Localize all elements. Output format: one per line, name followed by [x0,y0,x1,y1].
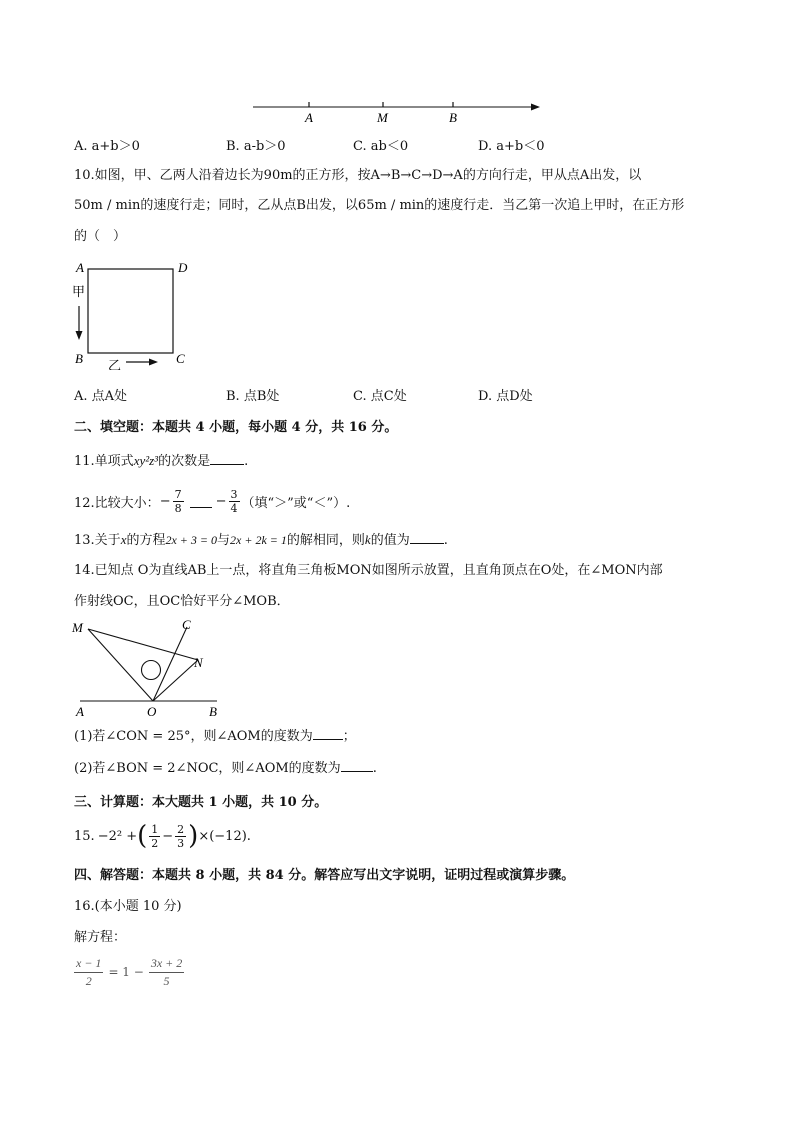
section-4-heading: 四、解答题：本题共 8 小题，共 84 分。解答应写出文字说明，证明过程或演算步骤。 [74,868,575,883]
q9-option-c: C. ab＜0 [353,139,409,154]
q13-prefix: 13.关于 [74,533,121,548]
q12: 12.比较大小： − $\frac{7}{8}$ − $\frac{3}{4}$ （填“＞”或“＜”）. [74,487,351,515]
q15: 15. −2² + ( $\frac{1}{2}$ − $\frac{2}{3}$ ) ×(−12) . [74,821,251,851]
q16-equation [72,952,186,992]
q13 [74,530,448,551]
q10-option-c: C. 点C处 [353,389,407,404]
point-m-label: M [72,620,83,635]
vertex-b-label: B [75,351,83,366]
q15-prefix: 15. [74,828,95,844]
point-b-label: B [449,110,457,125]
q14-sub-2-text: (2)若∠BON = 2∠NOC，则∠AOM的度数为 [74,761,341,776]
q13-answer-blank[interactable] [410,531,444,544]
q13-text-1: 的方程 [126,533,166,548]
q9-option-a: A. a+b＞0 [74,139,140,154]
q13-text-3: 的解相同，则 [286,533,365,548]
q14-sub-1-text: (1)若∠CON = 25°，则∠AOM的度数为 [74,729,313,744]
q11-suffix: 的次数是 [158,454,211,469]
q16-prompt: 解方程： [74,930,127,945]
q10-option-a: A. 点A处 [74,389,128,404]
q16-equals: = 1 − [108,965,144,979]
point-a-label: A [76,704,84,719]
q15-end: . [246,828,251,844]
q14-sub-1-blank[interactable] [313,727,343,740]
q11-answer-blank[interactable] [210,452,244,465]
q10-text-line2: 50m / min的速度行走；同时，乙从点B出发，以65m / min的速度行走．当乙第一次追上甲时，在正方形 [74,198,685,213]
q13-variable-x: x [120,532,127,547]
vertex-d-label: D [178,260,188,275]
q15-minus: − [162,828,174,844]
q15-tail: ×(−12) [198,828,247,844]
q11 [74,451,248,472]
section-2-heading: 二、填空题：本题共 4 小题，每小题 4 分，共 16 分。 [74,420,398,435]
point-b-label: B [209,704,217,719]
q16-header: 16.(本小题 10 分) [74,899,182,914]
q13-suffix: 的值为 [370,533,410,548]
q12-suffix: （填“＞”或“＜”）. [241,495,351,511]
vertex-a-label: A [76,260,84,275]
jia-label: 甲 [72,284,86,299]
q9-option-d: D. a+b＜0 [478,139,545,154]
point-o-label: O [147,704,157,719]
point-c-label: C [182,617,191,632]
q12-fraction-2: $\frac{3}{4}$ [230,487,238,515]
q16-rhs-fraction: $\frac{3x + 2}{5}$ [150,955,183,988]
q12-fraction-1: $\frac{7}{8}$ [174,487,182,515]
point-a-label: A [305,110,313,125]
q15-fraction-2: $\frac{2}{3}$ [177,822,185,850]
q11-end: . [244,454,249,469]
q16-lhs-fraction: $\frac{x - 1}{2}$ [76,955,102,988]
q11-expression: xy²z³ [133,453,159,468]
section-3-heading: 三、计算题：本大题共 1 小题，共 10 分。 [74,795,328,810]
q14-text-line1: 14.已知点 O为直线AB上一点，将直角三角板MON如图所示放置，且直角顶点在O处，在∠MON内部 [74,563,663,578]
q13-text-2: 与 [217,533,231,548]
q14-sub-1-end: ； [342,729,356,744]
q10-option-b: B. 点B处 [226,389,280,404]
q10-text-line3: 的（ ） [74,229,127,244]
q10-text-line1: 10.如图，甲、乙两人沿着边长为90m的正方形，按A→B→C→D→A的方向行走，甲从点A出发，以 [74,168,642,183]
q13-equation-1: 2x + 3 = 0 [165,533,218,547]
yi-label: 乙 [108,358,122,370]
point-n-label: N [194,655,203,670]
jia-arrow-icon [76,331,83,340]
q14-sub-2-end: . [372,761,377,776]
q14-sub-2-blank[interactable] [341,759,373,772]
point-m-label: M [377,110,388,125]
q9-option-b: B. a-b＞0 [226,139,286,154]
q15-fraction-1: $\frac{1}{2}$ [151,822,159,850]
q12-answer-blank[interactable] [190,495,212,508]
number-line-figure [250,95,550,127]
q10-option-d: D. 点D处 [478,389,533,404]
yi-arrow-icon [149,359,158,366]
q13-equation-2: 2x + 2k = 1 [230,533,287,547]
vertex-c-label: C [176,351,185,366]
q15-lead: −2² + [97,828,138,844]
q12-prefix: 12.比较大小： [74,495,160,511]
q14-sub-2 [74,759,377,779]
q14-text-line2: 作射线OC，且OC恰好平分∠MOB． [74,594,290,609]
q13-end: . [443,533,448,548]
triangle-ruler-figure [70,616,230,722]
q11-prefix: 11.单项式 [74,454,134,469]
q13-variable-k: k [364,532,371,547]
q14-sub-1 [74,727,356,747]
square-path-figure [70,258,200,370]
